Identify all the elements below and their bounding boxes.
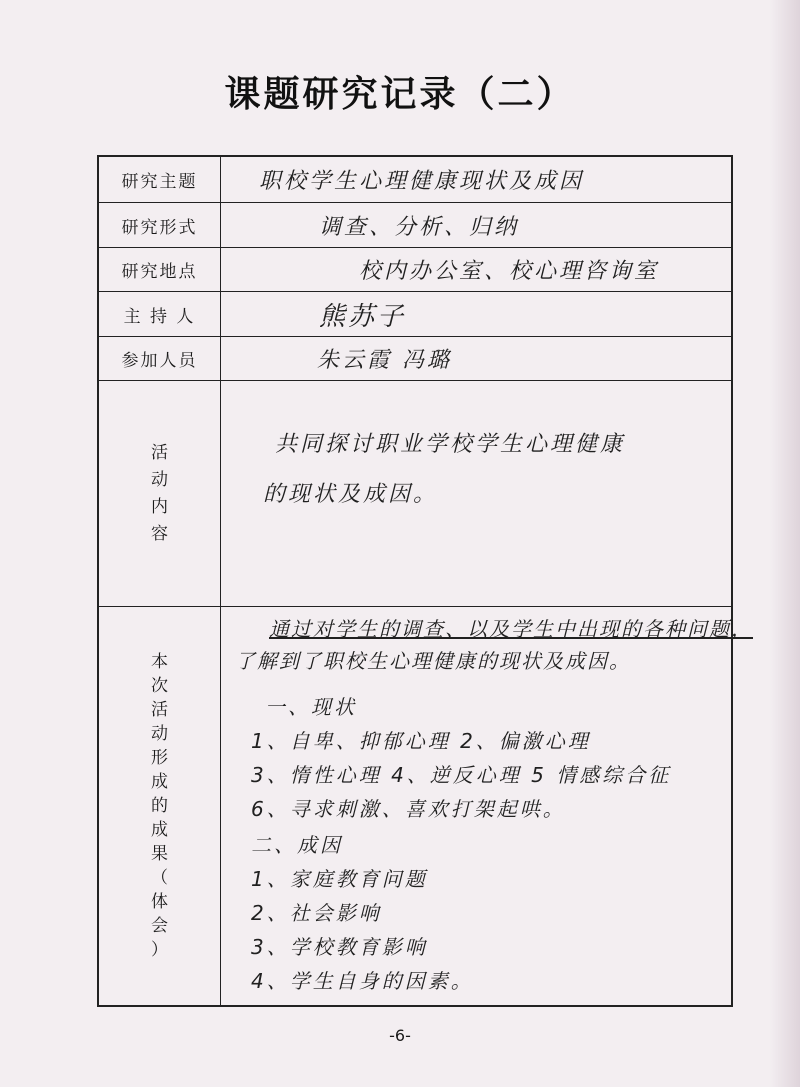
results-intro-line: 了解到了职校生心理健康的现状及成因。 bbox=[235, 649, 631, 673]
page-title: 课题研究记录（二） bbox=[224, 73, 576, 115]
results-label-char: 体 bbox=[151, 892, 168, 912]
participants-label: 参加人员 bbox=[99, 337, 221, 380]
results-item: 3、学校教育影响 bbox=[251, 935, 428, 959]
form-value-cell bbox=[221, 203, 731, 247]
participants-value-cell bbox=[221, 337, 731, 380]
results-label-char: 次 bbox=[151, 676, 168, 696]
results-label bbox=[99, 607, 221, 1005]
location-value-cell bbox=[221, 248, 731, 291]
table-row-form bbox=[99, 203, 731, 248]
results-intro-line: 通过对学生的调查、以及学生中出现的各种问题， bbox=[269, 617, 753, 641]
table-row-host bbox=[99, 292, 731, 337]
location-value: 校内办公室、校心理咨询室 bbox=[359, 259, 660, 284]
results-label-char: 果 bbox=[151, 844, 168, 864]
activity-label-char: 内 bbox=[151, 496, 168, 517]
topic-label: 研究主题 bbox=[99, 157, 221, 202]
results-item: 6、寻求刺激、喜欢打架起哄。 bbox=[251, 797, 566, 821]
results-label-char: 成 bbox=[151, 820, 168, 840]
research-record-table bbox=[97, 155, 753, 1007]
host-label: 主 持 人 bbox=[99, 292, 221, 336]
results-item: 1、自卑、抑郁心理 2、偏激心理 bbox=[251, 729, 591, 753]
table-row-activity bbox=[99, 381, 731, 607]
activity-label bbox=[99, 381, 221, 606]
topic-value: 职校学生心理健康现状及成因 bbox=[259, 169, 585, 194]
activity-line: 的现状及成因。 bbox=[263, 482, 439, 507]
activity-label-char: 容 bbox=[151, 523, 168, 544]
activity-label-char: 动 bbox=[151, 469, 168, 490]
form-label: 研究形式 bbox=[99, 203, 221, 247]
activity-label-char: 活 bbox=[151, 442, 168, 463]
results-item: 一、现状 bbox=[265, 695, 357, 719]
page-edge-shadow bbox=[770, 0, 800, 1087]
results-label-char: 的 bbox=[151, 796, 168, 816]
results-label-char: 本 bbox=[151, 652, 168, 672]
results-item: 1、家庭教育问题 bbox=[251, 867, 428, 891]
table-row-participants bbox=[99, 337, 731, 381]
results-label-char: 成 bbox=[151, 772, 168, 792]
results-label-char: 会 bbox=[151, 916, 168, 936]
results-label-char: 活 bbox=[151, 700, 168, 720]
results-item: 二、成因 bbox=[251, 833, 343, 857]
topic-value-cell bbox=[221, 157, 731, 202]
form-value: 调查、分析、归纳 bbox=[319, 214, 520, 240]
page-number: -6- bbox=[389, 1026, 411, 1045]
activity-line: 共同探讨职业学校学生心理健康 bbox=[275, 432, 626, 457]
results-item: 2、社会影响 bbox=[251, 901, 382, 925]
host-value-cell bbox=[221, 292, 731, 336]
location-label: 研究地点 bbox=[99, 248, 221, 291]
results-item: 4、学生自身的因素。 bbox=[251, 969, 474, 993]
results-label-char: 动 bbox=[151, 724, 168, 744]
results-label-char: （ bbox=[151, 868, 168, 888]
results-label-char: ） bbox=[151, 940, 168, 960]
participants-value: 朱云霞 冯璐 bbox=[317, 348, 452, 373]
results-item: 3、惰性心理 4、逆反心理 5 情感综合征 bbox=[251, 763, 672, 787]
table-row-results bbox=[99, 607, 753, 1005]
table-row-topic bbox=[99, 157, 731, 203]
table-row-location bbox=[99, 248, 731, 292]
host-value: 熊苏子 bbox=[319, 301, 407, 332]
results-label-char: 形 bbox=[151, 748, 168, 768]
